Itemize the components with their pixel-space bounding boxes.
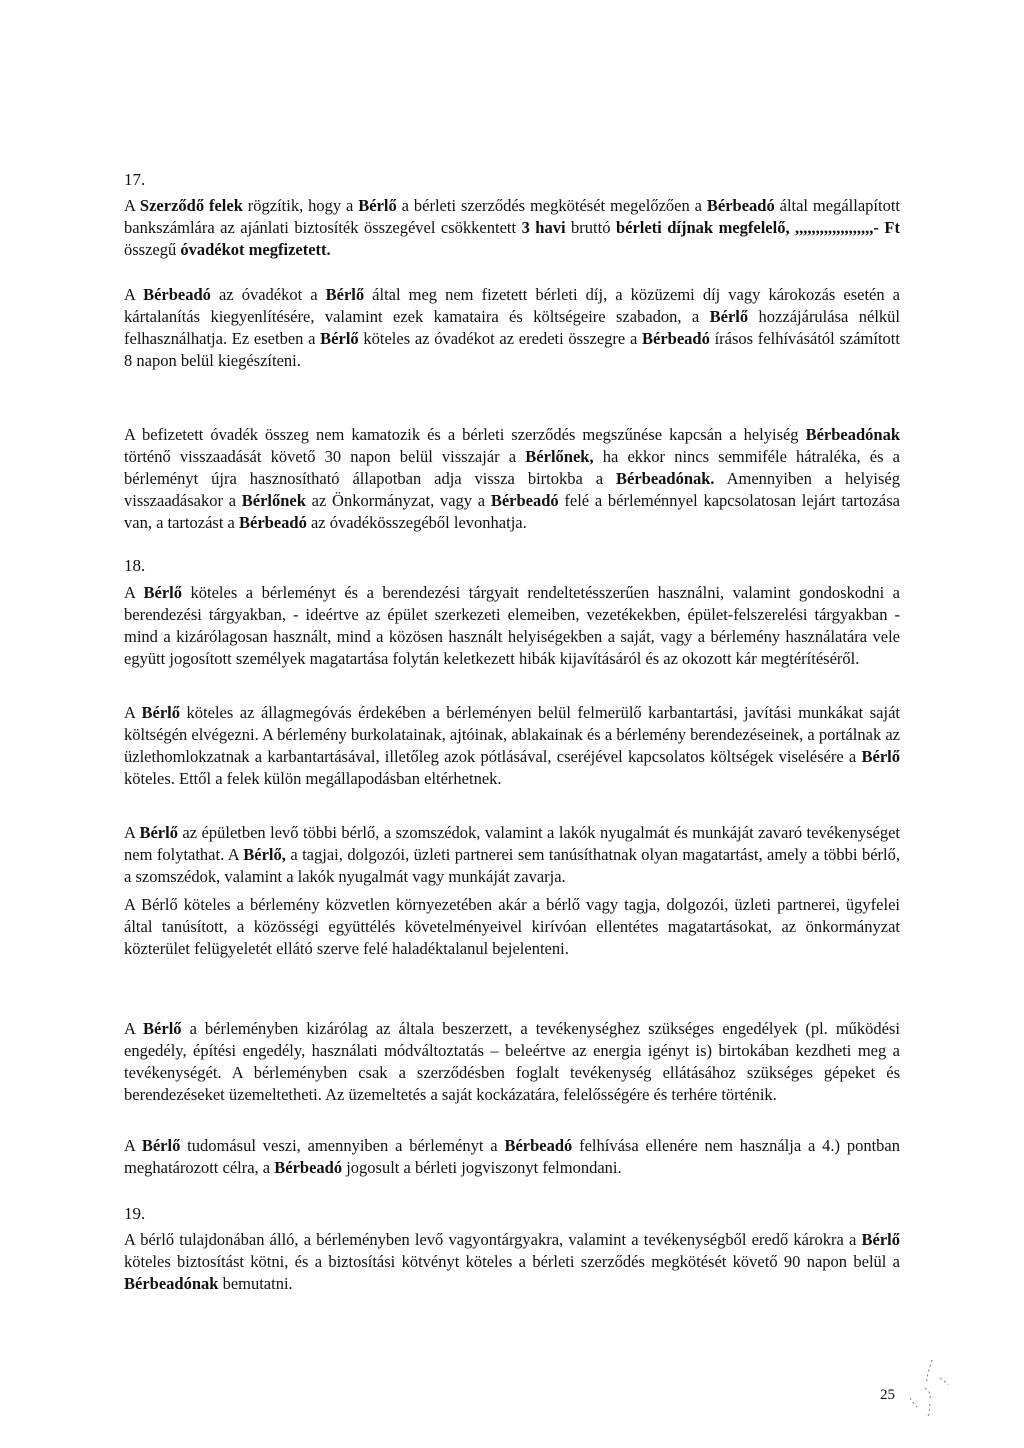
text-run: felé a bérleménnyel kapcsolatosan lejárt tartozása van, a tartozást a: [124, 491, 900, 532]
section-18-paragraph-2: [124, 702, 900, 790]
bold-text-run: Bérbeadó: [642, 329, 710, 348]
bold-text-run: Bérlő: [143, 583, 183, 602]
text-run: A: [124, 1136, 142, 1155]
bold-text-run: Bérlő: [320, 329, 359, 348]
text-run: bruttó: [565, 218, 616, 237]
bold-text-run: Bérbeadó: [706, 196, 775, 215]
section-19-paragraph-1: [124, 1229, 900, 1295]
bold-text-run: Bérlő: [325, 285, 365, 304]
text-run: köteles biztosítást kötni, és a biztosítási kötvényt köteles a bérleti szerződés megkötését követő 90 napon belül a: [124, 1252, 900, 1271]
text-run: az óvadékösszegéből levonhatja.: [306, 513, 527, 532]
section-17-paragraph-2: [124, 284, 900, 372]
section-18-paragraph-6: [124, 1135, 900, 1179]
page-number: 25: [880, 1387, 895, 1403]
section-17-paragraph-1: [124, 195, 900, 261]
bold-text-run: Bérlőnek: [241, 491, 306, 510]
text-run: az Önkormányzat, vagy a: [305, 491, 491, 510]
text-run: rögzítik, hogy a: [242, 196, 359, 215]
bold-text-run: Bérbeadó: [143, 285, 211, 304]
text-run: A: [124, 196, 140, 215]
text-run: történő visszaadását követő 30 napon belül visszajár a: [124, 447, 526, 466]
bold-text-run: Bérlő: [141, 1136, 181, 1155]
text-run: hozzájárulása nélkül felhasználhatja. Ez esetben a: [124, 307, 900, 348]
text-run: A bérlő tulajdonában álló, a bérleményben levő vagyontárgyakra, valamint a tevékenységből eredő károkra a: [124, 1230, 862, 1249]
text-run: írásos felhívásától számított 8 napon belül kiegészíteni.: [124, 329, 900, 370]
bold-text-run: Bérbeadó: [504, 1136, 573, 1155]
section-number-19: 19.: [124, 1204, 146, 1223]
bold-text-run: Bérbeadó: [238, 513, 307, 532]
section-number-17: 17.: [124, 170, 146, 189]
bold-text-run: Bérbeadónak.: [616, 469, 715, 488]
bold-text-run: Bérbeadó: [490, 491, 559, 510]
bold-text-run: Bérlő: [861, 747, 900, 766]
section-18-paragraph-1: [124, 582, 900, 670]
section-18-paragraph-5: [124, 1018, 900, 1106]
text-run: köteles. Ettől a felek külön megállapodásban eltérhetnek.: [124, 769, 502, 788]
bold-text-run: Bérbeadónak: [124, 1274, 219, 1293]
text-run: A Bérlő köteles a bérlemény közvetlen környezetében akár a bérlő vagy tagja, dolgozói, üzleti partnerei, ügyfelei által tanúsított, a közösségi együttélés követelményeivel kirívóan ellentétes magatartásokat, az önkormányzat közterület felügyeletét ellátó szerve felé haladéktalanul bejelenteni.: [124, 895, 900, 958]
text-run: által meg nem fizetett bérleti díj, a közüzemi díj vagy károkozás esetén a kártalanítás kiegyenlítésére, valamint ezek kamataira és költségeire szabadon, a: [124, 285, 900, 326]
text-run: az óvadékot a: [210, 285, 326, 304]
bold-text-run: Bérlő,: [243, 845, 286, 864]
section-17-paragraph-3: [124, 424, 900, 534]
text-run: által megállapított bankszámlára az ajánlati biztosíték összegével csökkentett: [124, 196, 900, 237]
bold-text-run: Bérlő: [139, 823, 178, 842]
text-run: az épületben levő többi bérlő, a szomszédok, valamint a lakók nyugalmát és munkáját zavaró tevékenységet nem folytathat. A: [124, 823, 900, 864]
bold-text-run: Szerződő felek: [139, 196, 243, 215]
bold-text-run: Bérlő: [861, 1230, 900, 1249]
text-run: köteles az állagmegóvás érdekében a bérleményen belül felmerülő karbantartási, javítási munkákat saját költségén elvégezni. A bérlemény burkolatainak, ajtóinak, ablakainak és a bérlemény berendezéseinek, a portálnak az üzlethomlokzatnak a karbantartásával, illetőleg azok pótlásával, cseréjével kapcsolatos költségek viselésére a: [124, 703, 901, 766]
text-run: A: [124, 703, 142, 722]
text-run: köteles a bérleményt és a berendezési tárgyait rendeltetésszerűen használni, valamint gondoskodni a berendezési tárgyakban, - ideértve az épület szerkezeti elemeiben, vezetékekben, épület-felszerelési tárgyakban - mind a kizárólagosan használt, mind a közösen használt helyiségekben a saját, vagy a bérlemény használatára vele együtt jogosított személyek magatartása folytán keletkezett hibák kijavításáról és az okozott kár megtérítéséről.: [124, 583, 900, 668]
bold-text-run: óvadékot megfizetett.: [180, 240, 331, 259]
text-run: a bérleményben kizárólag az általa beszerzett, a tevékenységhez szükséges engedélyek (pl. működési engedély, építési engedély, használati módváltoztatás – beleértve az energia igényt is) birtokában kezdheti meg a tevékenységét. A bérleményben csak a szerződésben foglalt tevékenység ellátásához szükséges gépeket és berendezéseket üzemeltetheti. Az üzemeltetés a saját kockázatára, felelősségére és terhére történik.: [124, 1019, 900, 1104]
handwritten-mark-icon: [896, 1358, 966, 1418]
text-run: felhívása ellenére nem használja a 4.) pontban meghatározott célra, a: [124, 1136, 900, 1177]
text-run: Amennyiben a helyiség visszaadásakor a: [124, 469, 900, 510]
text-run: a tagjai, dolgozói, üzleti partnerei sem tanúsíthatnak olyan magatartást, amely a többi bérlő, a szomszédok, valamint a lakók nyugalmát vagy munkáját zavarja.: [124, 845, 901, 886]
text-run: A: [124, 285, 144, 304]
text-run: ha ekkor nincs semmiféle hátraléka, és a bérleményt újra hasznosítható állapotban adja vissza birtokba a: [124, 447, 901, 488]
bold-text-run: Bérbeadónak: [805, 425, 900, 444]
bold-text-run: Bérlőnek,: [525, 447, 594, 466]
text-run: A: [124, 583, 144, 602]
text-run: köteles az óvadékot az eredeti összegre a: [358, 329, 642, 348]
bold-text-run: Bérlő: [141, 703, 181, 722]
bold-text-run: 3 havi: [521, 218, 566, 237]
section-number-18: 18.: [124, 556, 146, 575]
text-run: tudomásul veszi, amennyiben a bérleményt a: [180, 1136, 505, 1155]
text-run: összegű: [124, 240, 181, 259]
bold-text-run: bérleti díjnak megfelelő, ,,,,,,,,,,,,,,,,,,,- Ft: [615, 218, 900, 237]
section-18-paragraph-3: [124, 822, 900, 888]
text-run: A: [124, 1019, 144, 1038]
text-run: bemutatni.: [218, 1274, 293, 1293]
text-run: A befizetett óvadék összeg nem kamatozik és a bérleti szerződés megszűnése kapcsán a helyiség: [124, 425, 806, 444]
bold-text-run: Bérlő: [358, 196, 397, 215]
section-18-paragraph-4: [124, 894, 900, 960]
bold-text-run: Bérbeadó: [274, 1158, 343, 1177]
bold-text-run: Bérlő: [709, 307, 749, 326]
text-run: jogosult a bérleti jogviszonyt felmondani.: [342, 1158, 622, 1177]
text-run: A: [124, 823, 140, 842]
bold-text-run: Bérlő: [143, 1019, 182, 1038]
text-run: a bérleti szerződés megkötését megelőzően a: [396, 196, 707, 215]
